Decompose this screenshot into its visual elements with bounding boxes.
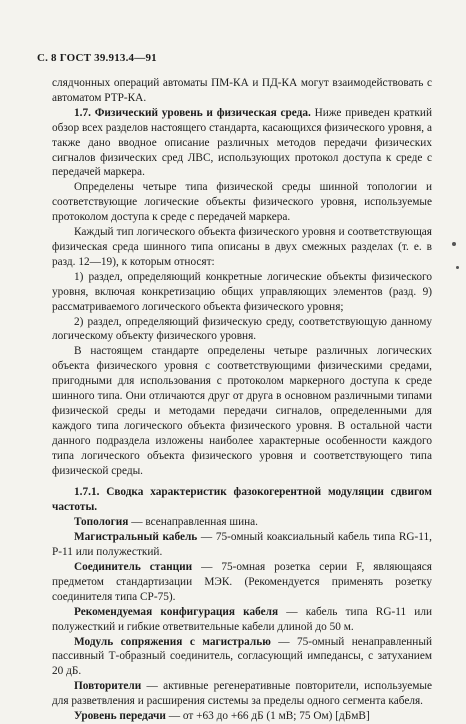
paragraph — [52, 180, 432, 225]
paragraph — [52, 560, 432, 605]
scan-mark — [452, 242, 456, 246]
paragraph — [52, 605, 432, 635]
paragraph-text: — кабель типа RG-11 или полужесткий и гибкие ответвительные кабели длиной до 50 м. — [52, 605, 432, 633]
paragraph-text: — 75-омный коаксиальный кабель типа RG-11, Р-11 или полужесткий. — [52, 531, 433, 559]
paragraph — [52, 635, 432, 680]
paragraph-heading: 1.7. Физический уровень и физическая среда. — [74, 106, 311, 119]
paragraph-heading: Модуль сопряжения с магистралью — [74, 635, 271, 648]
paragraph-text: В настоящем стандарте определены четыре различных логических объекта физического уровня с соответствующими физическими средами, пригодными для использования с протоколом маркерного доступа к среде шинного типа. Они отличаются друг от друга в основном различными типами физической среды и методами передачи сигналов, определенными для каждого типа логического объекта физического уровня. В остальной части данного подраздела изложены наиболее характерные особенности каждого типа логического объекта физического уровня и соответствующего типа физической среды. — [52, 345, 432, 477]
paragraph-text: Определены четыре типа физической среды шинной топологии и соответствующие логические объекты физического уровня, используемые протоколом доступа к среде с передачей маркера. — [52, 181, 432, 224]
paragraph-heading: Повторители — [74, 680, 142, 693]
paragraph — [52, 679, 432, 709]
paragraph — [52, 315, 432, 345]
paragraph-heading: Рекомендуемая конфигурация кабеля — [74, 605, 279, 618]
paragraph-text: — от +63 до +66 дБ (1 мВ; 75 Ом) [дБмВ] — [165, 710, 370, 723]
paragraph — [52, 709, 432, 724]
paragraph — [52, 270, 432, 315]
paragraph-heading: Уровень передачи — [74, 710, 166, 723]
paragraph — [52, 225, 432, 270]
paragraph-text: слядчонных операций автоматы ПМ-КА и ПД-КА могут взаимодействовать с автоматом РТР-КА. — [52, 77, 432, 104]
paragraph — [52, 515, 432, 530]
page-header: С. 8 ГОСТ 39.913.4—91 — [37, 52, 157, 64]
paragraph — [52, 106, 432, 181]
paragraph — [52, 530, 432, 560]
paragraph-heading: Соединитель станции — [74, 561, 193, 573]
paragraph-text: — 75-омный ненаправленный пассивный Т-образный соединитель, согласующий импедансы, с затуханием 20 дБ. — [52, 635, 432, 678]
paragraph — [52, 76, 432, 106]
paragraph-heading: Топология — [74, 516, 129, 529]
paragraph-text: 1) раздел, определяющий конкретные логические объекты физического уровня, включая конкретизацию общих управляющих элементов (разд. 9) рассматриваемого логического объекта физического уровня; — [52, 270, 432, 313]
paragraph-text: Ниже приведен краткий обзор всех разделов настоящего стандарта, касающихся физического уровня, а также дано вводное описание различных методов передачи физических сигналов физических сред ЛВС, использующих протокол доступа к среде с передачей маркера. — [52, 106, 433, 179]
paragraph-gap — [52, 478, 432, 485]
paragraph-text: — всенаправленная шина. — [128, 516, 259, 529]
paragraph-text: Каждый тип логического объекта физического уровня и соответствующая физическая среда шинного типа описаны в двух смежных разделах (т. е. в разд. 12—19), к которым относят: — [52, 226, 432, 268]
paragraph — [52, 344, 432, 478]
paragraph-text: — активные регенеративные повторители, используемые для разветвления и расширения системы за пределы одного сегмента кабеля. — [52, 680, 432, 708]
paragraph-heading: Магистральный кабель — [74, 531, 198, 544]
scan-mark — [456, 266, 459, 269]
paragraph-text: 2) раздел, определяющий физическую среду, соответствующую данному логическому объекту физического уровня. — [52, 315, 432, 343]
paragraph-heading: 1.7.1. Сводка характеристик фазокогерентной модуляции сдвигом частоты. — [52, 486, 432, 514]
document-body — [52, 76, 432, 724]
paragraph — [52, 485, 432, 515]
paragraph-text: — 75-омная розетка серии F, являющаяся предметом стандартизации МЭК. (Рекомендуется применять розетку соединителя типа СР-75). — [52, 561, 433, 603]
